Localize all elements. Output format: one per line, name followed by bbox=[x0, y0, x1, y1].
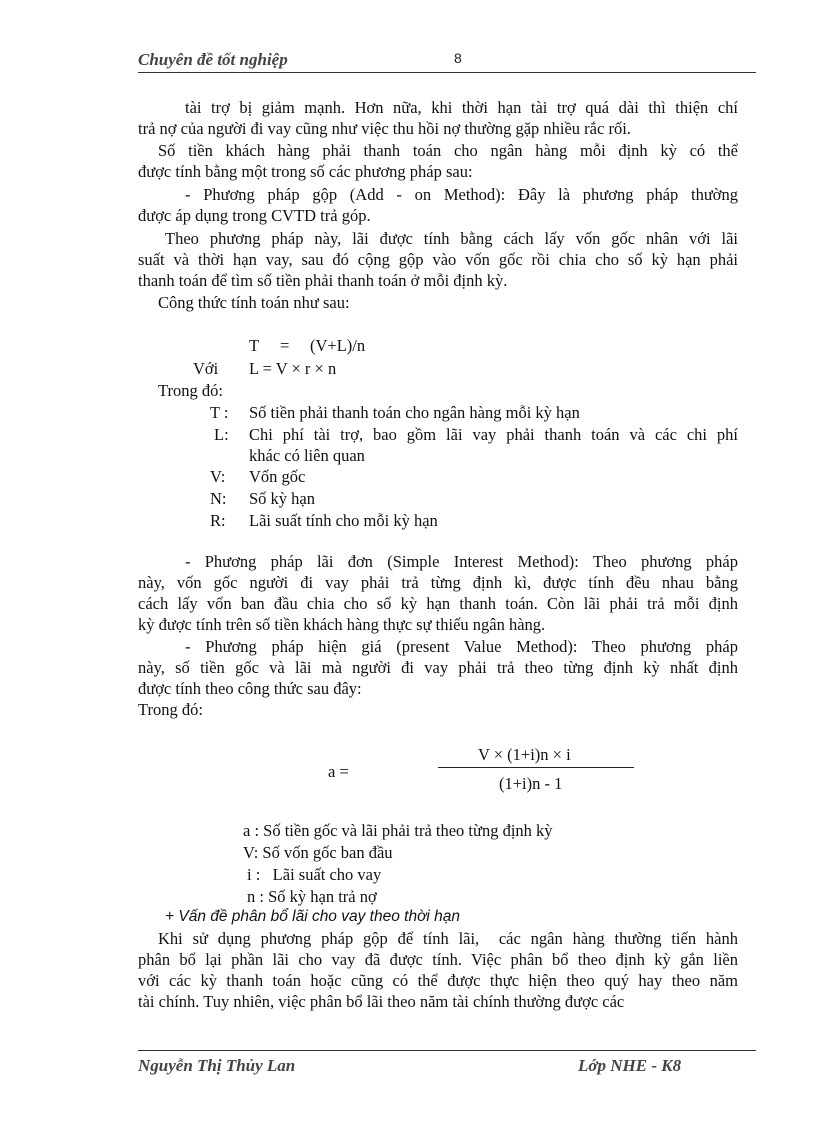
def2-n: n : Số kỳ hạn trả nợ bbox=[247, 887, 377, 906]
def-L-text: Chi phí tài trợ, bao gồm lãi vay phải thanh toán và các chi phí bbox=[249, 425, 738, 444]
where-label: Trong đó: bbox=[158, 381, 223, 400]
method2-line3: cách lấy vốn ban đầu chia cho số kỳ hạn thanh toán. Còn lãi phải trả mỗi định bbox=[138, 594, 738, 613]
formula3-denominator: (1+i)n - 1 bbox=[499, 774, 563, 793]
page-number: 8 bbox=[454, 50, 462, 66]
method2-line4: kỳ được tính trên số tiền khách hàng thực sự thiếu ngân hàng. bbox=[138, 615, 546, 634]
para3-line2: suất và thời hạn vay, sau đó cộng gộp vào vốn gốc rồi chia cho số kỳ hạn phải bbox=[138, 250, 738, 269]
formula-intro: Công thức tính toán như sau: bbox=[158, 293, 350, 312]
method2-line2: này, vốn gốc người đi vay phải trả từng định kì, được tính đều nhau bằng bbox=[138, 573, 738, 592]
def-L-sym: L: bbox=[214, 425, 229, 444]
para2-line2: được tính bằng một trong số các phương pháp sau: bbox=[138, 162, 473, 181]
def-T-sym: T : bbox=[210, 403, 229, 422]
formula2-label: Với bbox=[193, 359, 219, 378]
para1-line2: trả nợ của người đi vay cũng như việc thu hồi nợ thường gặp nhiều rắc rối. bbox=[138, 119, 631, 138]
footer-rule bbox=[138, 1050, 756, 1051]
method2-line1: - Phương pháp lãi đơn (Simple Interest Method): Theo phương pháp bbox=[185, 552, 738, 571]
method1-line2: được áp dụng trong CVTD trả góp. bbox=[138, 206, 371, 225]
formula3-numerator: V × (1+i)n × i bbox=[478, 745, 571, 764]
def-T-text: Số tiền phải thanh toán cho ngân hàng mỗi kỳ hạn bbox=[249, 403, 580, 422]
formula1-eq: = bbox=[280, 336, 290, 355]
fraction-bar bbox=[438, 767, 634, 768]
para4-line2: phân bổ lại phần lãi cho vay đã được tính. Việc phân bổ theo định kỳ gắn liền bbox=[138, 950, 738, 969]
def-L-text2: khác có liên quan bbox=[249, 446, 365, 465]
para1-line1: tài trợ bị giảm mạnh. Hơn nữa, khi thời hạn tài trợ quá dài thì thiện chí bbox=[185, 98, 738, 117]
para3-line3: thanh toán để tìm số tiền phải thanh toán ở mỗi định kỳ. bbox=[138, 271, 508, 290]
para4-line4: tài chính. Tuy nhiên, việc phân bổ lãi theo năm tài chính thường được các bbox=[138, 992, 625, 1011]
def-V-text: Vốn gốc bbox=[249, 467, 306, 486]
para2-line1: Số tiền khách hàng phải thanh toán cho ngân hàng mỗi định kỳ có thể bbox=[158, 141, 738, 160]
para3-line1: Theo phương pháp này, lãi được tính bằng cách lấy vốn gốc nhân với lãi bbox=[165, 229, 738, 248]
def-R-sym: R: bbox=[210, 511, 226, 530]
formula3-lhs: a = bbox=[328, 762, 349, 781]
method3-line2: này, số tiền gốc và lãi mà người đi vay phải trả theo từng định kỳ nhất định bbox=[138, 658, 738, 677]
subheading: + Vấn đề phân bổ lãi cho vay theo thời hạn bbox=[165, 908, 461, 925]
formula2-expr: L = V × r × n bbox=[249, 359, 337, 378]
formula1-left: T bbox=[249, 336, 260, 355]
def-V-sym: V: bbox=[210, 467, 226, 486]
header-rule bbox=[138, 72, 756, 73]
para4-line3: với các kỳ thanh toán hoặc cũng có thể được thực hiện theo quý hay theo năm bbox=[138, 971, 738, 990]
method1-line1: - Phương pháp gộp (Add - on Method): Đây là phương pháp thường bbox=[185, 185, 738, 204]
def2-i: i : Lãi suất cho vay bbox=[247, 865, 382, 884]
formula1-right: (V+L)/n bbox=[310, 336, 366, 355]
method3-line3: được tính theo công thức sau đây: bbox=[138, 679, 362, 698]
def-R-text: Lãi suất tính cho mỗi kỳ hạn bbox=[249, 511, 438, 530]
footer-author: Nguyễn Thị Thủy Lan bbox=[138, 1056, 296, 1075]
header-title: Chuyên đề tốt nghiệp bbox=[138, 50, 288, 69]
where-label-2: Trong đó: bbox=[138, 700, 203, 719]
def-N-sym: N: bbox=[210, 489, 227, 508]
def2-V: V: Số vốn gốc ban đầu bbox=[243, 843, 393, 862]
method3-line1: - Phương pháp hiện giá (present Value Method): Theo phương pháp bbox=[185, 637, 738, 656]
para4-line1: Khi sử dụng phương pháp gộp để tính lãi, các ngân hàng thường tiến hành bbox=[158, 929, 738, 948]
def2-a: a : Số tiền gốc và lãi phải trả theo từng định kỳ bbox=[243, 821, 553, 840]
footer-class: Lớp NHE - K8 bbox=[578, 1056, 682, 1075]
def-N-text: Số kỳ hạn bbox=[249, 489, 315, 508]
